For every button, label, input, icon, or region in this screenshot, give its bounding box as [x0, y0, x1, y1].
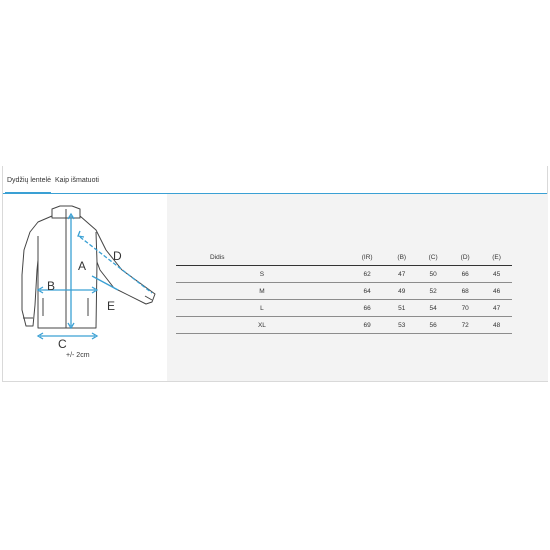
table-cell: XL	[176, 317, 348, 334]
table-cell: 50	[417, 266, 449, 283]
column-header: (E)	[481, 249, 512, 266]
table-cell: 49	[386, 283, 417, 300]
table-cell: 68	[449, 283, 481, 300]
table-cell: 70	[449, 300, 481, 317]
table-cell: 62	[348, 266, 386, 283]
tab-how-to-measure[interactable]: Kaip išmatuoti	[55, 177, 99, 184]
label-c: C	[58, 337, 67, 351]
table-row	[176, 317, 512, 334]
column-header: (C)	[417, 249, 449, 266]
table-cell: 69	[348, 317, 386, 334]
label-b: B	[47, 279, 56, 293]
table-header-row	[176, 249, 512, 266]
table-row	[176, 300, 512, 317]
label-d: D	[113, 249, 122, 263]
column-header: (D)	[449, 249, 481, 266]
table-cell: 64	[348, 283, 386, 300]
table-cell: 48	[481, 317, 512, 334]
table-cell: 47	[386, 266, 417, 283]
table-cell: 45	[481, 266, 512, 283]
table-cell: L	[176, 300, 348, 317]
column-header: (B)	[386, 249, 417, 266]
table-cell: 72	[449, 317, 481, 334]
table-cell: S	[176, 266, 348, 283]
column-header: (IR)	[348, 249, 386, 266]
tolerance-note: +/- 2cm	[66, 352, 90, 359]
table-cell: 46	[481, 283, 512, 300]
label-e: E	[107, 299, 116, 313]
column-header: Didis	[176, 249, 348, 266]
table-cell: M	[176, 283, 348, 300]
table-cell: 51	[386, 300, 417, 317]
table-cell: 66	[348, 300, 386, 317]
table-row	[176, 266, 512, 283]
table-cell: 47	[481, 300, 512, 317]
table-cell: 56	[417, 317, 449, 334]
size-table	[176, 249, 512, 334]
tab-size-table[interactable]: Dydžių lentelė	[7, 177, 51, 184]
table-cell: 52	[417, 283, 449, 300]
table-cell: 54	[417, 300, 449, 317]
label-a: A	[78, 259, 87, 273]
table-cell: 66	[449, 266, 481, 283]
table-row	[176, 283, 512, 300]
table-cell: 53	[386, 317, 417, 334]
